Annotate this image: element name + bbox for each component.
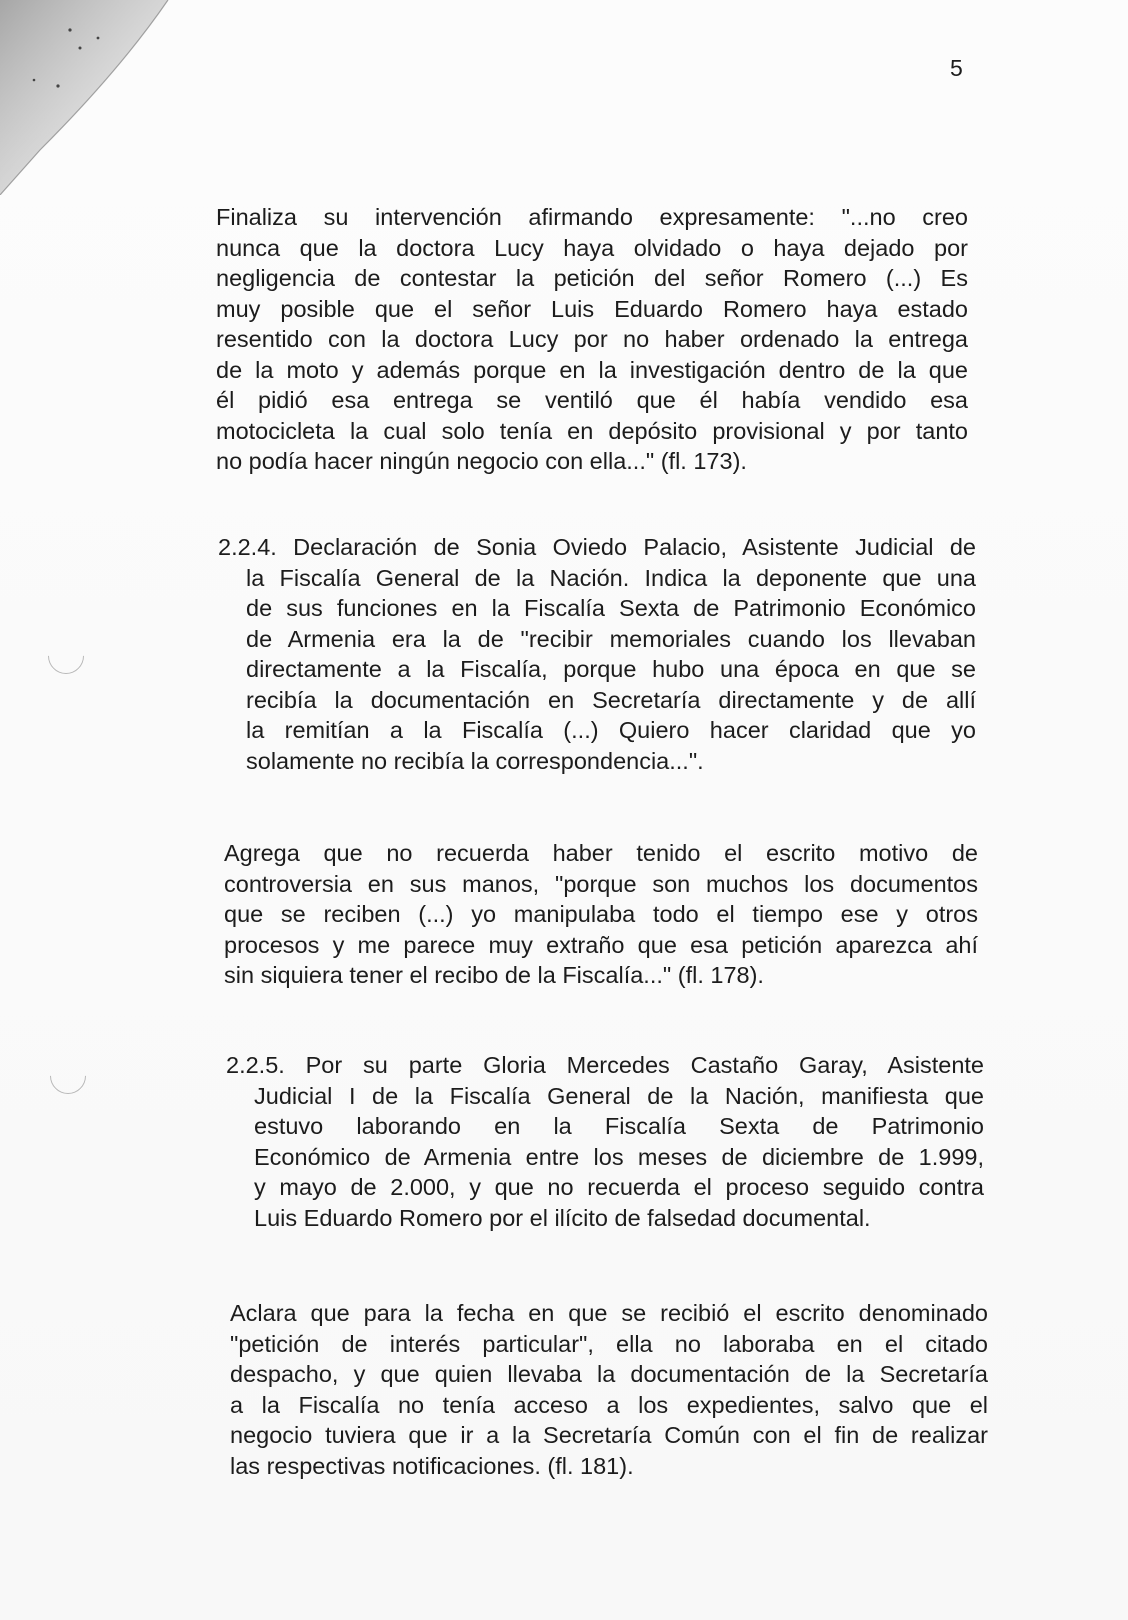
text-line: Luis Eduardo Romero por el ilícito de falsedad documental. — [254, 1204, 871, 1231]
text-line: controversia en sus manos, "porque son muchos los documentos — [224, 870, 978, 897]
text-line: las respectivas notificaciones. (fl. 181). — [230, 1452, 634, 1479]
text-line: nunca que la doctora Lucy haya olvidado o haya dejado por — [216, 234, 968, 261]
item-heading-line: 2.2.4. Declaración de Sonia Oviedo Palacio, Asistente Judicial de — [218, 534, 976, 560]
text-line: solamente no recibía la correspondencia...". — [246, 747, 704, 774]
text-line: Aclara que para la fecha en que se recibió el escrito denominado — [230, 1300, 988, 1326]
text-line: "petición de interés particular", ella no laboraba en el citado — [230, 1330, 988, 1357]
text-line: él pidió esa entrega se ventiló que él había vendido esa — [216, 387, 968, 413]
text-line: recibía la documentación en Secretaría directamente y de allí — [246, 686, 976, 713]
text-line: de sus funciones en la Fiscalía Sexta de Patrimonio Económico — [246, 595, 976, 621]
item-2-2-4 — [218, 532, 976, 776]
text-line: Agrega que no recuerda haber tenido el escrito motivo de — [224, 840, 978, 866]
text-line: resentido con la doctora Lucy por no haber ordenado la entrega — [216, 326, 968, 352]
text-line: la remitían a la Fiscalía (...) Quiero hacer claridad que yo — [246, 717, 976, 743]
text-line: negocio tuviera que ir a la Secretaría Común con el fin de realizar — [230, 1422, 988, 1448]
text-line: no podía hacer ningún negocio con ella..." (fl. 173). — [216, 448, 747, 474]
text-line: que se reciben (...) yo manipulaba todo el tiempo ese y otros — [224, 901, 978, 927]
text-line: la Fiscalía General de la Nación. Indica la deponente que una — [246, 564, 976, 591]
page-number: 5 — [950, 55, 963, 81]
text-line: muy posible que el señor Luis Eduardo Romero haya estado — [216, 295, 968, 322]
text-line: y mayo de 2.000, y que no recuerda el proceso seguido contra — [254, 1174, 984, 1200]
text-line: Judicial I de la Fiscalía General de la Nación, manifiesta que — [254, 1082, 984, 1109]
text-line: a la Fiscalía no tenía acceso a los expedientes, salvo que el — [230, 1391, 988, 1418]
punch-hole-lower — [43, 1051, 94, 1102]
text-line: negligencia de contestar la petición del señor Romero (...) Es — [216, 265, 968, 291]
text-line: motocicleta la cual solo tenía en depósito provisional y por tanto — [216, 417, 968, 444]
item-2-2-5 — [226, 1050, 984, 1233]
punch-hole-upper — [41, 631, 92, 682]
paragraph-agrega — [224, 838, 978, 991]
scan-corner-shadow — [0, 0, 175, 195]
text-line: de la moto y además porque en la investigación dentro de la que — [216, 356, 968, 383]
text-line: despacho, y que quien llevaba la documentación de la Secretaría — [230, 1361, 988, 1387]
text-line: Económico de Armenia entre los meses de diciembre de 1.999, — [254, 1143, 984, 1170]
text-line: Finaliza su intervención afirmando expresamente: "...no creo — [216, 204, 968, 230]
paragraph-closing-statement — [216, 202, 968, 477]
text-line: sin siquiera tener el recibo de la Fiscalía..." (fl. 178). — [224, 962, 764, 988]
text-line: directamente a la Fiscalía, porque hubo una época en que se — [246, 656, 976, 682]
text-line: procesos y me parece muy extraño que esa petición aparezca ahí — [224, 931, 978, 958]
paragraph-aclara — [230, 1298, 988, 1481]
item-heading-line: 2.2.5. Por su parte Gloria Mercedes Castaño Garay, Asistente — [226, 1052, 984, 1078]
text-line: estuvo laborando en la Fiscalía Sexta de Patrimonio — [254, 1113, 984, 1139]
text-line: de Armenia era la de "recibir memoriales cuando los llevaban — [246, 625, 976, 652]
